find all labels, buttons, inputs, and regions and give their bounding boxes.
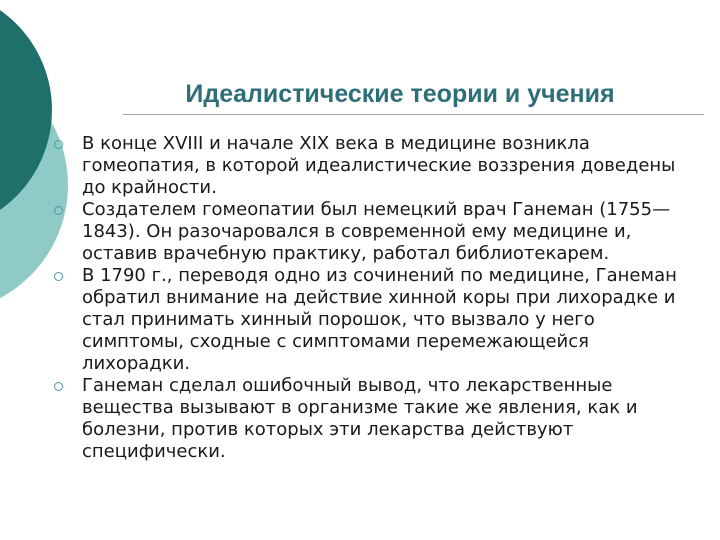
bullet-text: Создателем гомеопатии был немецкий врач Ганеман (1755—1843). Он разочаровался в современной ему медицине и, оставив врачебную практику, работал библиотекарем. <box>82 199 671 264</box>
bullet-list <box>52 133 702 463</box>
circle-bullet-icon <box>54 272 63 281</box>
list-item <box>52 199 702 265</box>
list-item <box>52 133 702 199</box>
list-item <box>52 375 702 463</box>
bullet-text: В конце XVIII и начале XIX века в медицине возникла гомеопатия, в которой идеалистические воззрения доведены до крайности. <box>82 133 676 198</box>
circle-bullet-icon <box>54 206 63 215</box>
circle-bullet-icon <box>54 140 63 149</box>
slide-title: Идеалистические теории и учения <box>185 80 615 108</box>
bullet-text: В 1790 г., переводя одно из сочинений по медицине, Ганеман обратил внимание на действие хинной коры при лихорадке и стал принимать хинный порошок, что вызвало у него симптомы, сходные с симптомами перемежающейся лихорадки. <box>82 265 677 374</box>
circle-bullet-icon <box>54 382 63 391</box>
bullet-text: Ганеман сделал ошибочный вывод, что лекарственные вещества вызывают в организме такие же явления, как и болезни, против которых эти лекарства действуют специфически. <box>82 375 638 462</box>
title-underline <box>123 114 704 115</box>
list-item <box>52 265 702 375</box>
